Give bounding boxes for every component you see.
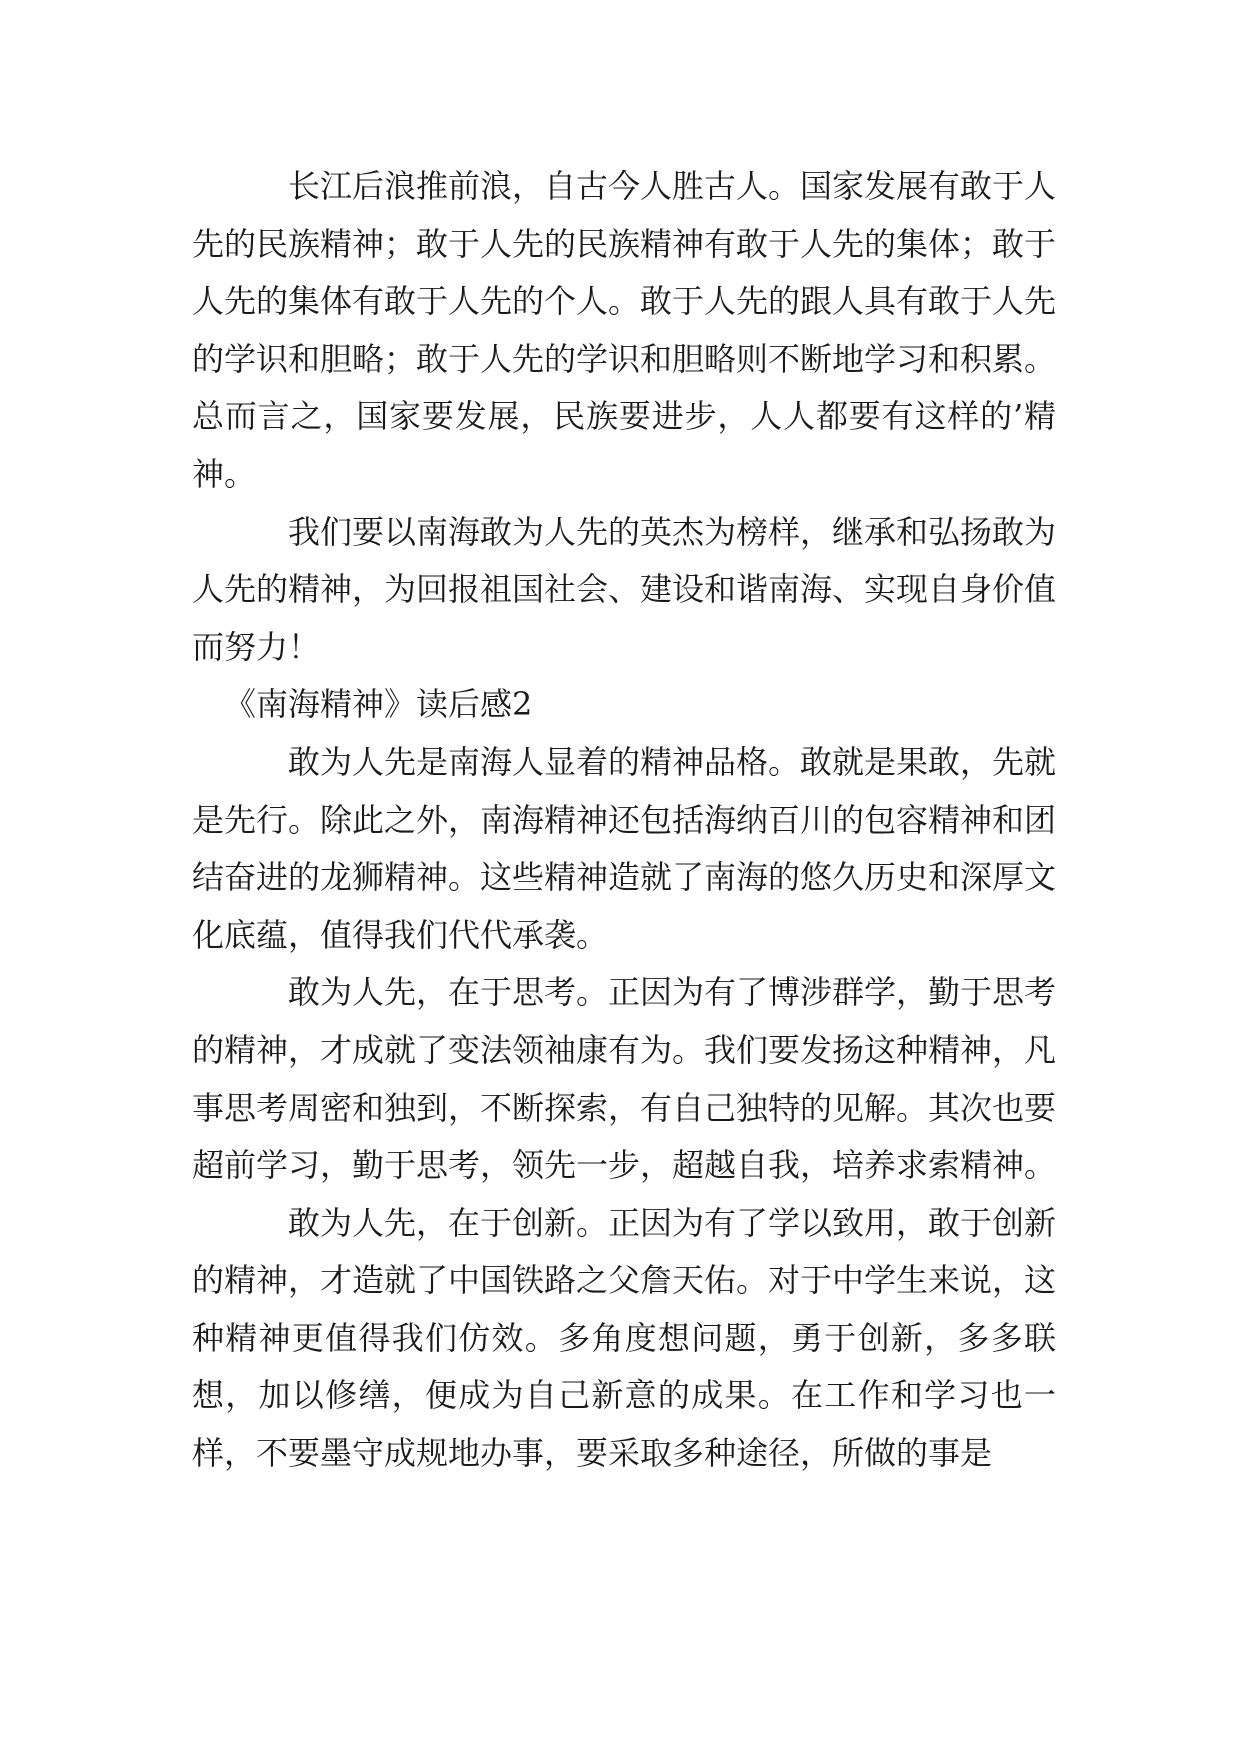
paragraph: 敢为人先是南海人显着的精神品格。敢就是果敢，先就是先行。除此之外，南海精神还包括海纳百川的包容精神和团结奋进的龙狮精神。这些精神造就了南海的悠久历史和深厚文化底蕴，值得我们代代承袭。 bbox=[192, 742, 1057, 954]
document-page bbox=[192, 158, 1056, 1483]
section-heading: 《南海精神》读后感2 bbox=[224, 685, 533, 724]
paragraph: 我们要以南海敢为人先的英杰为榜样，继承和弘扬敢为人先的精神，为回报祖国社会、建设和谐南海、实现自身价值而努力！ bbox=[192, 512, 1057, 666]
paragraph: 敢为人先，在于创新。正因为有了学以致用，敢于创新的精神，才造就了中国铁路之父詹天佑。对于中学生来说，这种精神更值得我们仿效。多角度想问题，勇于创新，多多联想，加以修缮，便成为自己新意的成果。在工作和学习也一样，不要墨守成规地办事，要采取多种途径，所做的事是 bbox=[192, 1203, 1057, 1473]
paragraph: 长江后浪推前浪，自古今人胜古人。国家发展有敢于人先的民族精神；敢于人先的民族精神有敢于人先的集体；敢于人先的集体有敢于人先的个人。敢于人先的跟人具有敢于人先的学识和胆略；敢于人先的学识和胆略则不断地学习和积累。总而言之，国家要发展，民族要进步，人人都要有这样的’精神。 bbox=[192, 167, 1057, 493]
paragraph: 敢为人先，在于思考。正因为有了博涉群学，勤于思考的精神，才成就了变法领袖康有为。我们要发扬这种精神，凡事思考周密和独到，不断探索，有自己独特的见解。其次也要超前学习，勤于思考，领先一步，超越自我，培养求索精神。 bbox=[192, 973, 1057, 1185]
